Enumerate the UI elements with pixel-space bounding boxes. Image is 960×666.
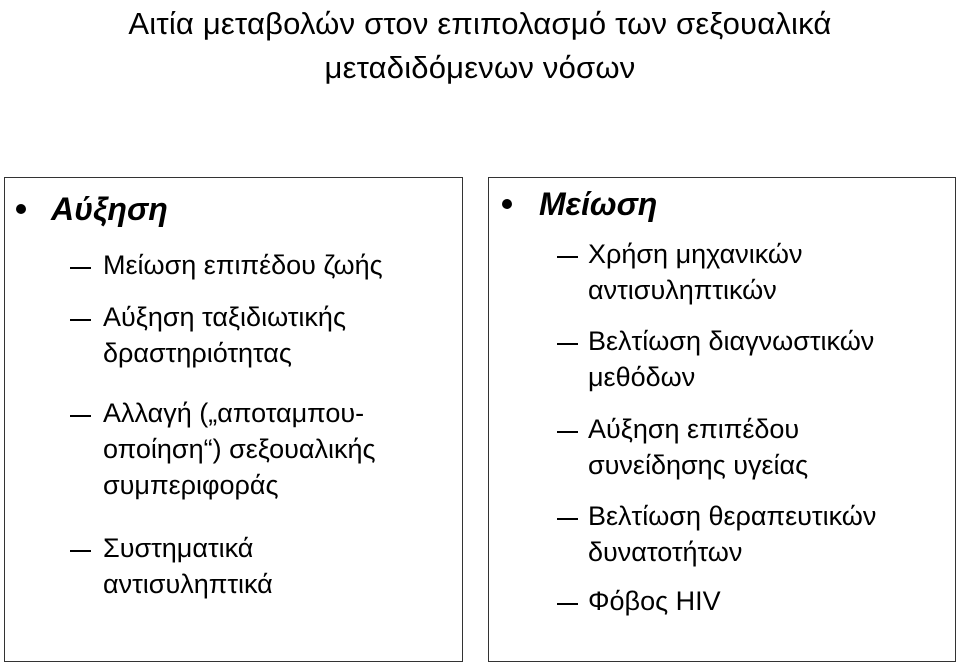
increase-box (4, 177, 463, 662)
increase-item-line: Αύξηση ταξιδιωτικής (103, 302, 346, 332)
decrease-item-line: αντισυληπτικών (588, 275, 777, 305)
slide-title (0, 2, 960, 90)
dash-icon (557, 256, 578, 258)
decrease-item-line: συνείδησης υγείας (588, 450, 809, 480)
decrease-item (588, 236, 802, 308)
title-line-2: μεταδιδόμενων νόσων (324, 50, 636, 85)
increase-item (103, 530, 273, 602)
decrease-item (588, 583, 721, 619)
increase-item (103, 395, 376, 503)
bullet-icon (502, 199, 512, 209)
increase-item-line: συμπεριφοράς (103, 470, 279, 500)
dash-icon (557, 431, 578, 433)
decrease-item-line: Χρήση μηχανικών (588, 239, 803, 269)
dash-icon (70, 267, 91, 269)
dash-icon (557, 343, 578, 345)
decrease-item (588, 498, 876, 570)
increase-item (103, 247, 383, 283)
decrease-item-line: Βελτίωση θεραπευτικών (588, 501, 877, 531)
decrease-item-line: μεθόδων (588, 362, 696, 392)
decrease-item-line: δυνατοτήτων (588, 537, 743, 567)
decrease-item-line: Φόβος HIV (588, 586, 721, 616)
increase-item-line: δραστηριότητας (103, 338, 292, 368)
increase-item-line: Αλλαγή („αποταμπου- (103, 398, 365, 428)
dash-icon (557, 603, 578, 605)
dash-icon (70, 319, 91, 321)
decrease-item (588, 411, 808, 483)
decrease-box (488, 177, 956, 662)
bullet-icon (16, 204, 26, 214)
dash-icon (70, 550, 91, 552)
increase-item-line: οποίηση“) σεξουαλικής (103, 434, 376, 464)
title-line-1: Αιτία μεταβολών στον επιπολασμό των σεξουαλικά (128, 6, 832, 41)
decrease-heading: Μείωση (539, 186, 658, 222)
dash-icon (70, 415, 91, 417)
increase-item (103, 299, 346, 371)
increase-item-line: Μείωση επιπέδου ζωής (103, 250, 383, 280)
increase-item-line: Συστηματικά (103, 533, 254, 563)
decrease-item-line: Βελτίωση διαγνωστικών (588, 326, 875, 356)
decrease-item (588, 323, 874, 395)
increase-heading: Αύξηση (51, 191, 168, 227)
decrease-item-line: Αύξηση επιπέδου (588, 414, 800, 444)
dash-icon (557, 518, 578, 520)
increase-item-line: αντισυληπτικά (103, 569, 273, 599)
